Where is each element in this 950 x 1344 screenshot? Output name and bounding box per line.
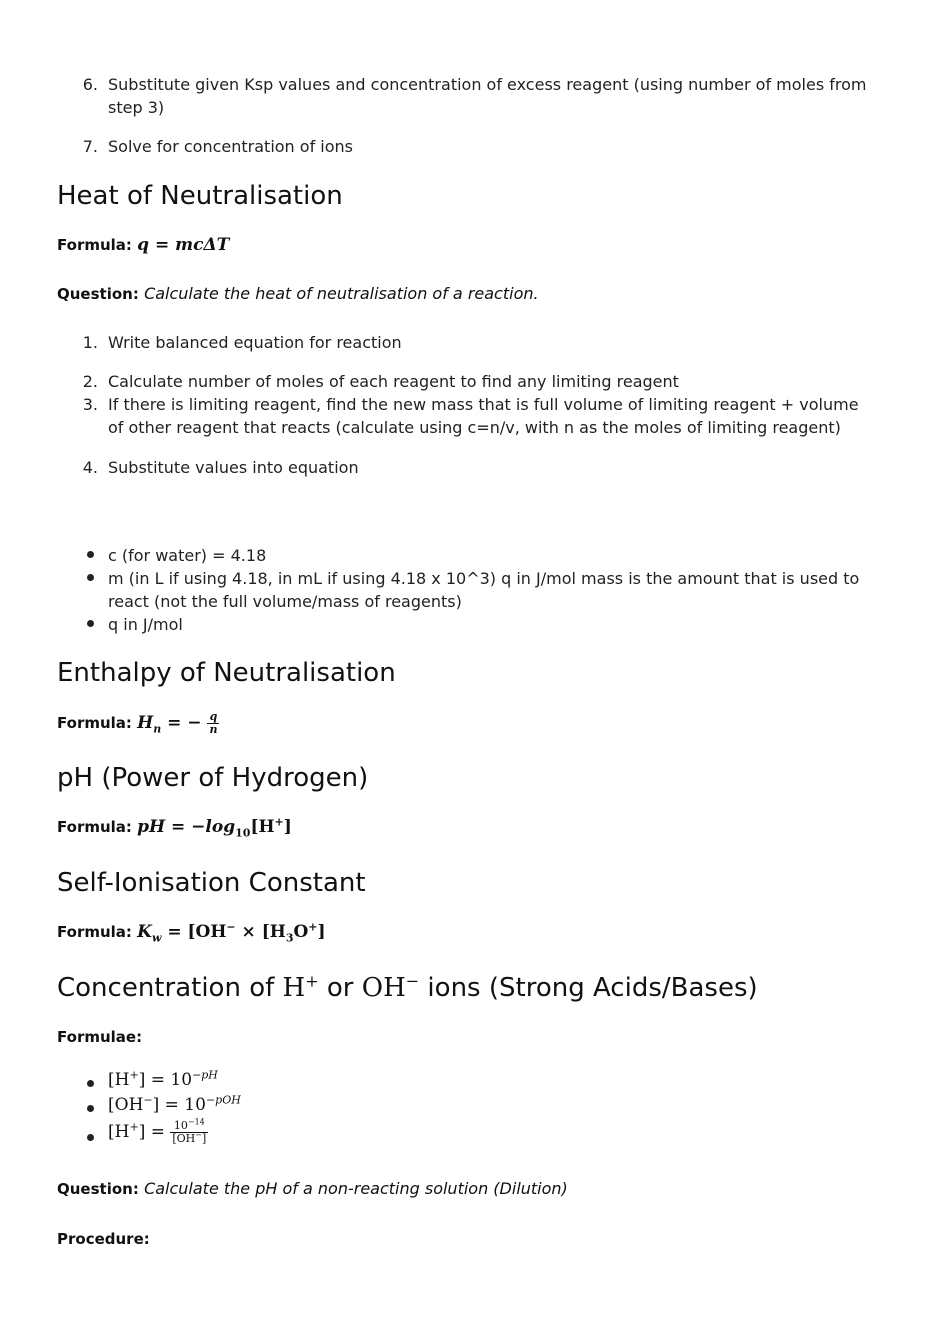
section-heading-concentration: Concentration of H+ or OH− ions (Strong Acids/Bases)	[57, 971, 758, 1003]
bullet-icon	[87, 1105, 94, 1112]
step-number: 3.	[82, 395, 98, 414]
formula-label: Formula:	[57, 714, 132, 732]
bullet-icon	[87, 574, 94, 581]
enthalpy-formula: $H_n$ = − $\frac{q}{n}$	[137, 710, 218, 736]
step-number: 1.	[82, 333, 98, 352]
list-item: Substitute given Ksp values and concentration of excess reagent (using number of moles from step 3)	[108, 75, 867, 117]
step-number: 6.	[82, 75, 98, 94]
step-number: 7.	[82, 137, 98, 156]
question-label: Question:	[57, 1180, 139, 1198]
formula-row	[57, 816, 292, 838]
ph-formula: pH = $-\log_{10}[H^+]$	[137, 815, 292, 840]
bullet-icon	[87, 620, 94, 627]
bullet-icon	[87, 1080, 94, 1087]
bullet-icon	[87, 551, 94, 558]
formula-row	[57, 921, 326, 943]
formula-label: Formula:	[57, 818, 132, 836]
formula-row	[57, 234, 229, 256]
question-row	[57, 1178, 568, 1200]
list-item: Solve for concentration of ions	[108, 137, 353, 156]
list-item: Write balanced equation for reaction	[108, 333, 402, 352]
formula-row	[57, 711, 219, 736]
formulae-label: Formulae:	[57, 1028, 143, 1046]
h-from-oh-formula: [H+] = $\frac{10^{-14}}{[OH^-]}$	[108, 1117, 207, 1145]
oh-from-poh-formula: $[OH^-] = 10^{-pOH}$	[108, 1093, 241, 1115]
question-row	[57, 283, 539, 305]
step-number: 4.	[82, 458, 98, 477]
section-heading-self-ionisation: Self-Ionisation Constant	[57, 868, 366, 898]
formula-label: Formula:	[57, 236, 132, 254]
list-item: Substitute values into equation	[108, 458, 359, 477]
procedure-label: Procedure:	[57, 1230, 150, 1248]
h-from-ph-formula: $[H^+] = 10^{-pH}$	[108, 1068, 218, 1090]
list-item: q in J/mol	[108, 615, 183, 634]
list-item: m (in L if using 4.18, in mL if using 4.18 x 10^3) q in J/mol mass is the amount that is used to react (not the full volume/mass of reagents)	[108, 569, 860, 611]
question-text: Calculate the pH of a non-reacting solution (Dilution)	[144, 1179, 568, 1198]
question-text: Calculate the heat of neutralisation of a reaction.	[144, 284, 539, 303]
kw-formula: $K_w = [OH^- \times [H_3O^+]$	[137, 920, 326, 945]
list-item: Calculate number of moles of each reagent to find any limiting reagent	[108, 372, 679, 391]
bullet-icon	[87, 1134, 94, 1141]
formula-label: Formula:	[57, 923, 132, 941]
heat-formula: q = mcΔT	[137, 235, 230, 255]
section-heading-ph: pH (Power of Hydrogen)	[57, 763, 369, 793]
section-heading-heat: Heat of Neutralisation	[57, 181, 343, 211]
list-item: If there is limiting reagent, find the new mass that is full volume of limiting reagent + volume of other reagent that reacts (calculate using c=n/v, with n as the moles of limiting reagent)	[108, 395, 859, 437]
step-number: 2.	[82, 372, 98, 391]
list-item: c (for water) = 4.18	[108, 546, 267, 565]
question-label: Question:	[57, 285, 139, 303]
section-heading-enthalpy: Enthalpy of Neutralisation	[57, 658, 396, 688]
